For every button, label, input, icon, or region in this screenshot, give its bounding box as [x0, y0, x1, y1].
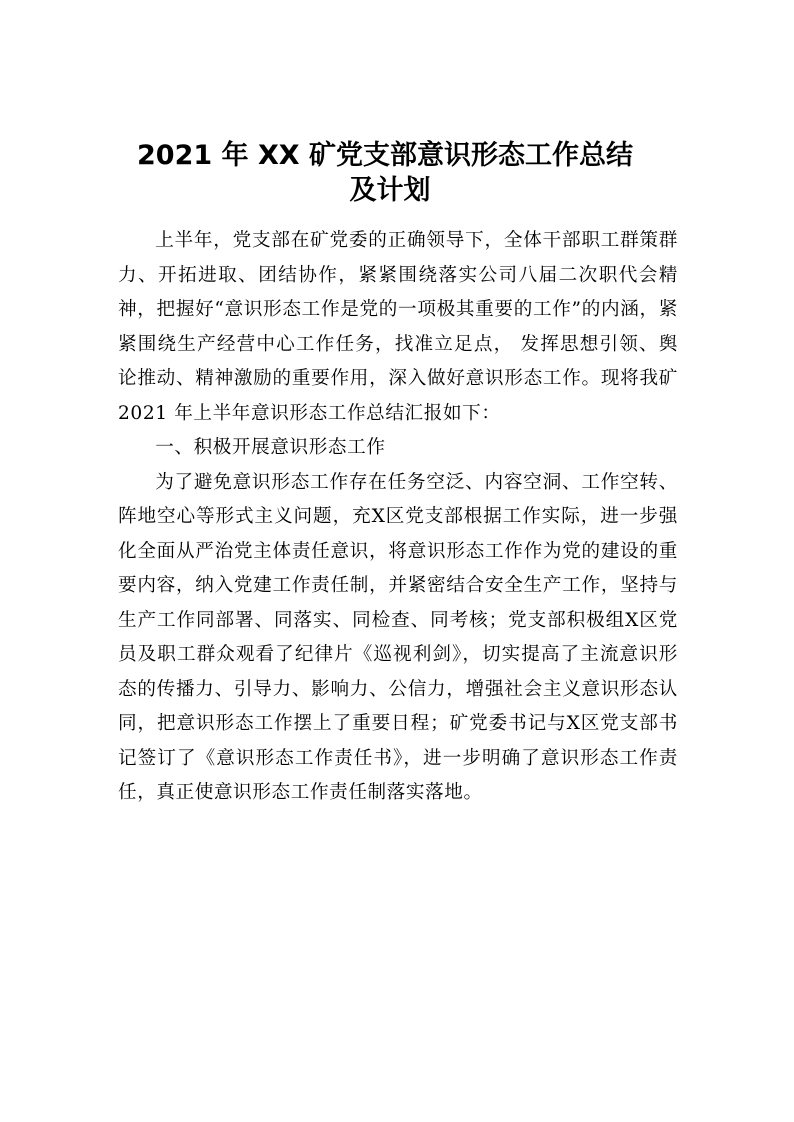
section-1-paragraph: 为了避免意识形态工作存在任务空泛、内容空洞、工作空转、阵地空心等形式主义问题，充X区党支部根据工作实际，进一步强化全面从严治党主体责任意识，将意识形态工作作为党的建设的重要内容，纳入党建工作责任制，并紧密结合安全生产工作，坚持与生产工作同部署、同落实、同检查、同考核；党支部积极组X区党员及职工群众观看了纪律片《巡视利剑》，切实提高了主流意识形态的传播力、引导力、影响力、公信力，增强社会主义意识形态认同，把意识形态工作摆上了重要日程；矿党委书记与X区党支部书记签订了《意识形态工作责任书》，进一步明确了意识形态工作责任，真正使意识形态工作责任制落实落地。: [118, 471, 678, 803]
document-title-line-2: 及计划: [349, 175, 431, 206]
section-heading-1: 一、积极开展意识形态工作: [155, 437, 386, 458]
intro-paragraph: 上半年，党支部在矿党委的正确领导下，全体干部职工群策群力、开拓进取、团结协作，紧紧围绕落实公司八届二次职代会精神，把握好“意识形态工作是党的一项极其重要的工作”的内涵，紧紧围绕生产经营中心工作任务，找准立足点， 发挥思想引领、舆论推动、精神激励的重要作用，深入做好意识形态工作。现将我矿 2021 年上半年意识形态工作总结汇报如下：: [118, 230, 678, 424]
document-title-line-1: 2021 年 XX 矿党支部意识形态工作总结: [137, 140, 633, 171]
document-body: [118, 224, 678, 811]
